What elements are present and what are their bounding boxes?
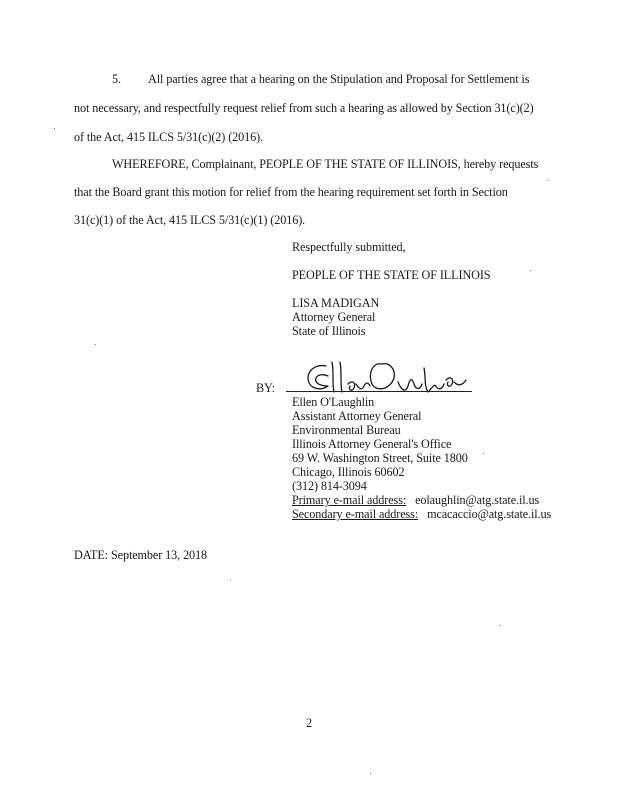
scan-speck [95,344,96,345]
secondary-email-label: Secondary e-mail address: [292,507,419,521]
signer-title: Assistant Attorney General [292,409,422,423]
scan-speck [530,270,531,271]
by-label: BY: [256,381,275,395]
attorney-general-name: LISA MADIGAN [292,296,380,310]
document-date: DATE: September 13, 2018 [74,548,207,562]
attorney-general-state: State of Illinois [292,324,366,338]
scan-speck [548,180,549,181]
wherefore-line-1: WHEREFORE, Complainant, PEOPLE OF THE STATE OF ILLINOIS, hereby requests [112,157,539,171]
signer-name: Ellen O'Laughlin [292,395,375,409]
scan-speck [483,453,484,454]
scan-speck [370,773,371,774]
attorney-general-title: Attorney General [292,310,376,324]
paragraph-number: 5. [112,72,121,86]
primary-email[interactable]: eolaughlin@atg.state.il.us [415,493,540,507]
signer-phone: (312) 814-3094 [292,479,367,493]
scan-speck [54,128,55,129]
signer-office: Illinois Attorney General's Office [292,437,452,451]
wherefore-line-2: that the Board grant this motion for relief from the hearing requirement set forth in Section [74,185,508,199]
signer-bureau: Environmental Bureau [292,423,401,437]
respectfully-submitted: Respectfully submitted, [292,240,406,254]
paragraph-5-line-2: not necessary, and respectfully request relief from such a hearing as allowed by Section 31(c)(2) [74,101,534,115]
primary-email-label: Primary e-mail address: [292,493,407,507]
secondary-email[interactable]: mcacaccio@atg.state.il.us [427,507,552,521]
primary-email-row [292,493,539,507]
signer-city: Chicago, Illinois 60602 [292,465,405,479]
page-number: 2 [306,716,312,730]
signer-street: 69 W. Washington Street, Suite 1800 [292,451,468,465]
wherefore-line-3: 31(c)(1) of the Act, 415 ILCS 5/31(c)(1) (2016). [74,213,306,227]
secondary-email-row [292,507,551,521]
party-name: PEOPLE OF THE STATE OF ILLINOIS [292,268,491,282]
scan-speck [500,625,501,626]
paragraph-5-line-1: All parties agree that a hearing on the Stipulation and Proposal for Settlement is [148,72,530,86]
paragraph-5-line-3: of the Act, 415 ILCS 5/31(c)(2) (2016). [74,130,264,144]
scan-speck [230,580,231,581]
